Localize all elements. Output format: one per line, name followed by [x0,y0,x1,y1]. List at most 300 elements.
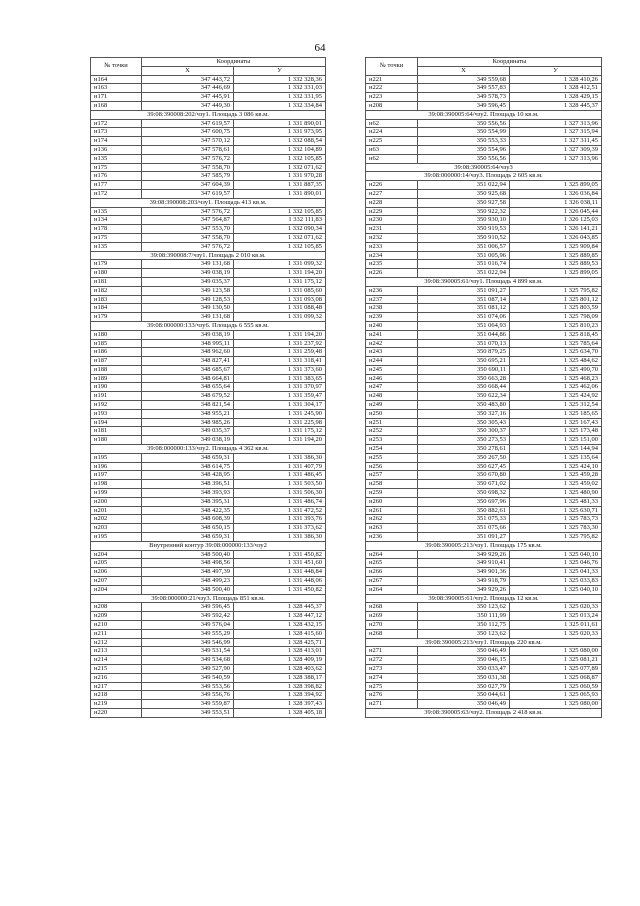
point-number-cell: н62 [366,119,418,128]
y-coordinate-cell: 1 331 085,60 [234,286,326,295]
point-number-cell: н257 [366,471,418,480]
table-row [366,357,602,366]
table-row [366,207,602,216]
point-number-cell: н184 [91,304,142,313]
x-coordinate-cell: 350 123,62 [418,629,510,638]
table-row [91,330,326,339]
y-coordinate-cell: 1 325 040,10 [510,585,602,594]
x-coordinate-cell: 350 267,50 [418,453,510,462]
table-row [366,568,602,577]
point-number-cell: н163 [91,84,142,93]
x-coordinate-cell: 349 130,50 [142,304,234,313]
x-coordinate-cell: 348 393,93 [142,489,234,498]
y-coordinate-cell: 1 325 490,70 [510,365,602,374]
table-row [91,339,326,348]
table-row [91,128,326,137]
y-coordinate-cell: 1 331 259,48 [234,348,326,357]
y-coordinate-cell: 1 328 415,60 [234,629,326,638]
point-number-cell: н204 [91,550,142,559]
x-coordinate-cell: 350 697,96 [418,497,510,506]
y-coordinate-cell: 1 325 480,90 [510,489,602,498]
x-coordinate-cell: 351 074,06 [418,313,510,322]
x-coordinate-cell: 349 596,45 [142,603,234,612]
table-row [91,691,326,700]
table-row [91,533,326,542]
x-coordinate-cell: 350 695,21 [418,357,510,366]
point-number-cell: н215 [91,664,142,673]
point-number-cell: н235 [366,260,418,269]
point-number-cell: н210 [91,621,142,630]
header-x: X [142,66,234,75]
y-coordinate-cell: 1 325 909,84 [510,242,602,251]
table-row [91,145,326,154]
y-coordinate-cell: 1 328 429,15 [510,93,602,102]
x-coordinate-cell: 350 046,15 [418,656,510,665]
y-coordinate-cell: 1 325 783,73 [510,515,602,524]
y-coordinate-cell: 1 325 783,30 [510,524,602,533]
y-coordinate-cell: 1 325 481,33 [510,497,602,506]
header-x: X [418,66,510,75]
y-coordinate-cell: 1 326 125,03 [510,216,602,225]
table-row [91,436,326,445]
table-row [91,682,326,691]
table-row [91,225,326,234]
point-number-cell: н199 [91,489,142,498]
y-coordinate-cell: 1 325 081,21 [510,656,602,665]
y-coordinate-cell: 1 331 386,30 [234,453,326,462]
x-coordinate-cell: 351 006,57 [418,242,510,251]
table-row [366,260,602,269]
table-row [366,603,602,612]
table-row [366,506,602,515]
y-coordinate-cell: 1 325 080,00 [510,700,602,709]
point-number-cell: н177 [91,181,142,190]
y-coordinate-cell: 1 331 890,01 [234,189,326,198]
point-number-cell: н208 [366,101,418,110]
point-number-cell: н232 [366,233,418,242]
point-number-cell: н274 [366,673,418,682]
table-row [91,101,326,110]
point-number-cell: н212 [91,638,142,647]
point-number-cell: н171 [91,93,142,102]
table-row [366,392,602,401]
y-coordinate-cell: 1 328 397,43 [234,700,326,709]
y-coordinate-cell: 1 325 634,70 [510,348,602,357]
table-row [366,533,602,542]
table-row [91,612,326,621]
y-coordinate-cell: 1 326 038,11 [510,198,602,207]
point-number-cell: н182 [91,286,142,295]
x-coordinate-cell: 349 559,68 [418,75,510,84]
y-coordinate-cell: 1 331 093,08 [234,295,326,304]
y-coordinate-cell: 1 325 810,23 [510,321,602,330]
section-heading: 39:08:390008:7/чзу1. Площадь 2 010 кв.м. [91,251,326,260]
table-row [91,154,326,163]
y-coordinate-cell: 1 332 111,83 [234,216,326,225]
x-coordinate-cell: 347 576,72 [142,154,234,163]
section-row [91,541,326,550]
section-row [366,277,602,286]
section-row [366,594,602,603]
section-heading: 39:08:390008:202/чзу1. Площадь 3 086 кв.м. [91,110,326,119]
x-coordinate-cell: 349 576,04 [142,621,234,630]
x-coordinate-cell: 349 578,73 [418,93,510,102]
point-number-cell: н218 [91,691,142,700]
section-heading: 39:08:000000:21/чзу3. Площадь 851 кв.м. [91,594,326,603]
point-number-cell: н192 [91,401,142,410]
table-row [366,251,602,260]
table-row [91,304,326,313]
y-coordinate-cell: 1 325 459,02 [510,480,602,489]
point-number-cell: н180 [91,436,142,445]
table-row [91,233,326,242]
y-coordinate-cell: 1 332 090,34 [234,225,326,234]
y-coordinate-cell: 1 332 071,62 [234,233,326,242]
x-coordinate-cell: 348 962,60 [142,348,234,357]
table-row [91,207,326,216]
table-row [91,181,326,190]
point-number-cell: н223 [366,93,418,102]
x-coordinate-cell: 351 075,66 [418,524,510,533]
point-number-cell: н203 [91,524,142,533]
point-number-cell: н201 [91,506,142,515]
point-number-cell: н135 [91,242,142,251]
section-row [91,594,326,603]
point-number-cell: н272 [366,656,418,665]
y-coordinate-cell: 1 328 413,01 [234,647,326,656]
y-coordinate-cell: 1 331 373,60 [234,365,326,374]
x-coordinate-cell: 350 046,49 [418,700,510,709]
table-row [366,75,602,84]
y-coordinate-cell: 1 325 468,23 [510,374,602,383]
point-number-cell: н217 [91,682,142,691]
x-coordinate-cell: 347 558,70 [142,233,234,242]
y-coordinate-cell: 1 325 785,64 [510,339,602,348]
point-number-cell: н219 [91,700,142,709]
y-coordinate-cell: 1 327 313,96 [510,119,602,128]
table-row [91,515,326,524]
section-heading: Внутренний контур 39:08:000000:133/чзу2 [91,541,326,550]
y-coordinate-cell: 1 331 887,35 [234,181,326,190]
x-coordinate-cell: 348 614,75 [142,462,234,471]
y-coordinate-cell: 1 332 105,85 [234,207,326,216]
x-coordinate-cell: 351 075,33 [418,515,510,524]
table-row [366,673,602,682]
point-number-cell: н205 [91,559,142,568]
table-row [366,612,602,621]
x-coordinate-cell: 351 091,27 [418,533,510,542]
point-number-cell: н198 [91,480,142,489]
y-coordinate-cell: 1 326 045,44 [510,207,602,216]
x-coordinate-cell: 349 910,41 [418,559,510,568]
x-coordinate-cell: 351 022,94 [418,181,510,190]
x-coordinate-cell: 347 449,30 [142,101,234,110]
x-coordinate-cell: 349 553,56 [142,682,234,691]
point-number-cell: н263 [366,524,418,533]
x-coordinate-cell: 348 685,67 [142,365,234,374]
point-number-cell: н196 [91,462,142,471]
section-row [366,638,602,647]
y-coordinate-cell: 1 331 472,52 [234,506,326,515]
header-point-number: № точки [366,58,418,76]
y-coordinate-cell: 1 332 328,36 [234,75,326,84]
y-coordinate-cell: 1 325 459,28 [510,471,602,480]
table-row [91,172,326,181]
y-coordinate-cell: 1 325 889,53 [510,260,602,269]
point-number-cell: н251 [366,418,418,427]
point-number-cell: н197 [91,471,142,480]
point-number-cell: н245 [366,365,418,374]
y-coordinate-cell: 1 331 194,20 [234,269,326,278]
table-row [366,145,602,154]
point-number-cell: н242 [366,339,418,348]
x-coordinate-cell: 347 553,70 [142,225,234,234]
table-row [366,93,602,102]
table-row [91,216,326,225]
point-number-cell: н237 [366,295,418,304]
table-row [366,383,602,392]
table-row [91,568,326,577]
point-number-cell: н193 [91,409,142,418]
table-row [91,585,326,594]
y-coordinate-cell: 1 331 448,84 [234,568,326,577]
section-row [91,321,326,330]
point-number-cell: н172 [91,189,142,198]
y-coordinate-cell: 1 325 013,24 [510,612,602,621]
x-coordinate-cell: 349 531,54 [142,647,234,656]
point-number-cell: н266 [366,568,418,577]
point-number-cell: н211 [91,629,142,638]
table-row [91,365,326,374]
x-coordinate-cell: 348 500,40 [142,550,234,559]
x-coordinate-cell: 348 995,11 [142,339,234,348]
x-coordinate-cell: 347 570,12 [142,137,234,146]
table-row [366,480,602,489]
x-coordinate-cell: 350 622,34 [418,392,510,401]
point-number-cell: н225 [366,137,418,146]
point-number-cell: н195 [91,453,142,462]
y-coordinate-cell: 1 331 503,50 [234,480,326,489]
point-number-cell: н229 [366,207,418,216]
point-number-cell: н221 [366,75,418,84]
table-row [366,621,602,630]
y-coordinate-cell: 1 325 144,94 [510,445,602,454]
point-number-cell: н195 [91,533,142,542]
table-row [366,189,602,198]
table-row [366,515,602,524]
x-coordinate-cell: 348 500,40 [142,585,234,594]
point-number-cell: н265 [366,559,418,568]
point-number-cell: н200 [91,497,142,506]
x-coordinate-cell: 350 919,53 [418,225,510,234]
y-coordinate-cell: 1 325 899,05 [510,269,602,278]
x-coordinate-cell: 350 698,32 [418,489,510,498]
y-coordinate-cell: 1 325 424,92 [510,392,602,401]
table-row [366,462,602,471]
point-number-cell: н188 [91,365,142,374]
y-coordinate-cell: 1 327 315,94 [510,128,602,137]
y-coordinate-cell: 1 331 407,79 [234,462,326,471]
point-number-cell: н276 [366,691,418,700]
point-number-cell: н228 [366,198,418,207]
table-row [91,189,326,198]
x-coordinate-cell: 349 038,19 [142,330,234,339]
table-row [91,524,326,533]
table-row [91,242,326,251]
table-row [366,321,602,330]
table-row [366,656,602,665]
point-number-cell: н62 [366,154,418,163]
y-coordinate-cell: 1 326 141,21 [510,225,602,234]
point-number-cell: н241 [366,330,418,339]
x-coordinate-cell: 351 087,14 [418,295,510,304]
x-coordinate-cell: 351 081,12 [418,304,510,313]
x-coordinate-cell: 349 527,90 [142,664,234,673]
point-number-cell: н178 [91,225,142,234]
point-number-cell: н271 [366,700,418,709]
x-coordinate-cell: 349 534,68 [142,656,234,665]
y-coordinate-cell: 1 328 447,12 [234,612,326,621]
header-coordinates: Координаты [418,58,602,67]
table-row [91,629,326,638]
section-heading: 39:08:390005:213/чзу1. Площадь 175 кв.м. [366,541,602,550]
x-coordinate-cell: 350 882,61 [418,506,510,515]
x-coordinate-cell: 348 655,64 [142,383,234,392]
point-number-cell: н186 [91,348,142,357]
x-coordinate-cell: 348 395,31 [142,497,234,506]
table-row [366,330,602,339]
x-coordinate-cell: 350 556,56 [418,154,510,163]
y-coordinate-cell: 1 328 412,51 [510,84,602,93]
point-number-cell: н262 [366,515,418,524]
table-row [91,489,326,498]
y-coordinate-cell: 1 331 890,01 [234,119,326,128]
table-row [366,304,602,313]
table-row [366,700,602,709]
x-coordinate-cell: 348 497,39 [142,568,234,577]
point-number-cell: н231 [366,225,418,234]
x-coordinate-cell: 350 031,38 [418,673,510,682]
x-coordinate-cell: 350 483,80 [418,401,510,410]
y-coordinate-cell: 1 325 795,82 [510,286,602,295]
y-coordinate-cell: 1 325 312,54 [510,401,602,410]
y-coordinate-cell: 1 326 043,85 [510,233,602,242]
point-number-cell: н243 [366,348,418,357]
point-number-cell: н250 [366,409,418,418]
y-coordinate-cell: 1 328 398,82 [234,682,326,691]
x-coordinate-cell: 347 445,91 [142,93,234,102]
table-row [91,260,326,269]
table-row [91,401,326,410]
y-coordinate-cell: 1 331 194,20 [234,330,326,339]
table-row [366,181,602,190]
table-row [366,489,602,498]
section-heading: 39:08:390005:213/чзу1. Площадь 220 кв.м. [366,638,602,647]
table-row [366,216,602,225]
table-row [366,436,602,445]
table-row [366,269,602,278]
table-row [91,453,326,462]
x-coordinate-cell: 350 927,58 [418,198,510,207]
x-coordinate-cell: 350 123,62 [418,603,510,612]
point-number-cell: н185 [91,339,142,348]
x-coordinate-cell: 350 663,28 [418,374,510,383]
table-row [366,559,602,568]
table-row [91,418,326,427]
point-number-cell: н213 [91,647,142,656]
y-coordinate-cell: 1 332 088,54 [234,137,326,146]
y-coordinate-cell: 1 325 803,59 [510,304,602,313]
point-number-cell: н136 [91,145,142,154]
x-coordinate-cell: 350 670,80 [418,471,510,480]
y-coordinate-cell: 1 331 373,62 [234,524,326,533]
table-row [91,269,326,278]
y-coordinate-cell: 1 331 099,32 [234,313,326,322]
point-number-cell: н258 [366,480,418,489]
point-number-cell: н252 [366,427,418,436]
point-number-cell: н269 [366,612,418,621]
point-number-cell: н275 [366,682,418,691]
x-coordinate-cell: 347 443,72 [142,75,234,84]
table-row [366,101,602,110]
point-number-cell: н63 [366,145,418,154]
table-row [91,286,326,295]
y-coordinate-cell: 1 325 185,65 [510,409,602,418]
x-coordinate-cell: 349 035,37 [142,427,234,436]
table-row [91,295,326,304]
point-number-cell: н191 [91,392,142,401]
point-number-cell: н134 [91,216,142,225]
point-number-cell: н190 [91,383,142,392]
y-coordinate-cell: 1 331 099,32 [234,260,326,269]
y-coordinate-cell: 1 325 041,33 [510,568,602,577]
y-coordinate-cell: 1 325 080,00 [510,647,602,656]
y-coordinate-cell: 1 332 105,85 [234,242,326,251]
x-coordinate-cell: 349 123,58 [142,286,234,295]
x-coordinate-cell: 347 604,39 [142,181,234,190]
x-coordinate-cell: 349 035,37 [142,277,234,286]
point-number-cell: н264 [366,585,418,594]
y-coordinate-cell: 1 331 175,12 [234,277,326,286]
point-number-cell: н179 [91,260,142,269]
table-row [366,233,602,242]
y-coordinate-cell: 1 327 309,39 [510,145,602,154]
table-row [91,550,326,559]
point-number-cell: н179 [91,313,142,322]
x-coordinate-cell: 347 619,57 [142,189,234,198]
table-row [91,392,326,401]
table-row [366,119,602,128]
table-row [91,471,326,480]
table-row [366,225,602,234]
x-coordinate-cell: 350 027,79 [418,682,510,691]
y-coordinate-cell: 1 325 020,33 [510,603,602,612]
table-row [91,93,326,102]
y-coordinate-cell: 1 325 462,06 [510,383,602,392]
point-number-cell: н175 [91,233,142,242]
y-coordinate-cell: 1 325 167,43 [510,418,602,427]
table-row [366,128,602,137]
page-number: 64 [314,42,326,54]
x-coordinate-cell: 350 910,52 [418,233,510,242]
x-coordinate-cell: 350 556,56 [418,119,510,128]
y-coordinate-cell: 1 327 311,45 [510,137,602,146]
table-row [366,409,602,418]
x-coordinate-cell: 349 540,59 [142,673,234,682]
y-coordinate-cell: 1 331 450,82 [234,550,326,559]
point-number-cell: н181 [91,427,142,436]
point-number-cell: н183 [91,295,142,304]
